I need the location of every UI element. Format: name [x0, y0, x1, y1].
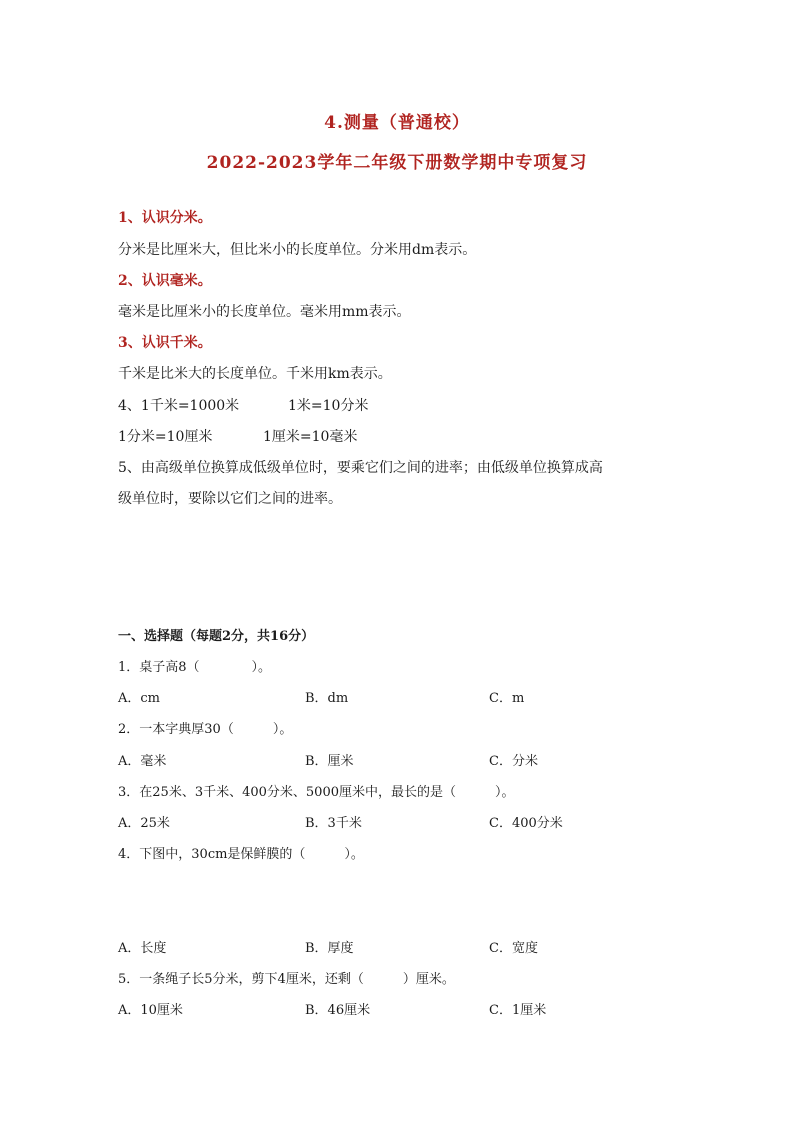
conversion-m-dm: 1米=10分米	[288, 398, 369, 414]
section-title: 一、选择题（每题2分，共16分）	[118, 629, 315, 644]
question-5-option-a[interactable]: A．10厘米	[118, 1003, 183, 1018]
question-3-option-b[interactable]: B．3千米	[305, 816, 362, 831]
question-3-stem: 3．在25米、3千米、400分米、5000厘米中，最长的是（ ）。	[118, 785, 515, 800]
question-5-option-b[interactable]: B．46厘米	[305, 1003, 371, 1018]
knowledge-heading-2: 2、认识毫米。	[118, 273, 212, 289]
rule-line-2: 级单位时，要除以它们之间的进率。	[118, 491, 342, 507]
knowledge-text-3: 千米是比米大的长度单位。千米用km表示。	[118, 366, 392, 382]
question-2-option-c[interactable]: C．分米	[489, 754, 538, 769]
knowledge-text-1: 分米是比厘米大，但比米小的长度单位。分米用dm表示。	[118, 242, 477, 258]
rule-line-1: 5、由高级单位换算成低级单位时，要乘它们之间的进率；由低级单位换算成高	[118, 460, 603, 476]
knowledge-text-2: 毫米是比厘米小的长度单位。毫米用mm表示。	[118, 304, 411, 320]
question-4-option-c[interactable]: C．宽度	[489, 941, 538, 956]
question-3-option-a[interactable]: A．25米	[118, 816, 170, 831]
question-2-stem: 2．一本字典厚30（ ）。	[118, 722, 293, 737]
conversion-cm-mm: 1厘米=10毫米	[263, 429, 358, 445]
question-3-option-c[interactable]: C．400分米	[489, 816, 563, 831]
question-4-option-b[interactable]: B．厚度	[305, 941, 354, 956]
document-subtitle: 2022-2023学年二年级下册数学期中专项复习	[206, 153, 588, 173]
question-1-option-a[interactable]: A．cm	[118, 691, 160, 706]
question-1-option-b[interactable]: B．dm	[305, 691, 349, 706]
question-4-option-a[interactable]: A．长度	[118, 941, 167, 956]
question-4-stem: 4．下图中，30cm是保鲜膜的（ ）。	[118, 847, 364, 862]
document-title: 4.测量（普通校）	[324, 113, 470, 133]
question-1-stem: 1．桌子高8（ ）。	[118, 660, 272, 675]
question-5-option-c[interactable]: C．1厘米	[489, 1003, 547, 1018]
conversion-km-m: 4、1千米=1000米	[118, 398, 240, 414]
question-2-option-b[interactable]: B．厘米	[305, 754, 354, 769]
question-1-option-c[interactable]: C．m	[489, 691, 525, 706]
conversion-dm-cm: 1分米=10厘米	[118, 429, 213, 445]
question-5-stem: 5．一条绳子长5分米，剪下4厘米，还剩（ ）厘米。	[118, 972, 455, 987]
question-2-option-a[interactable]: A．毫米	[118, 754, 167, 769]
knowledge-heading-1: 1、认识分米。	[118, 210, 212, 226]
knowledge-heading-3: 3、认识千米。	[118, 335, 212, 351]
